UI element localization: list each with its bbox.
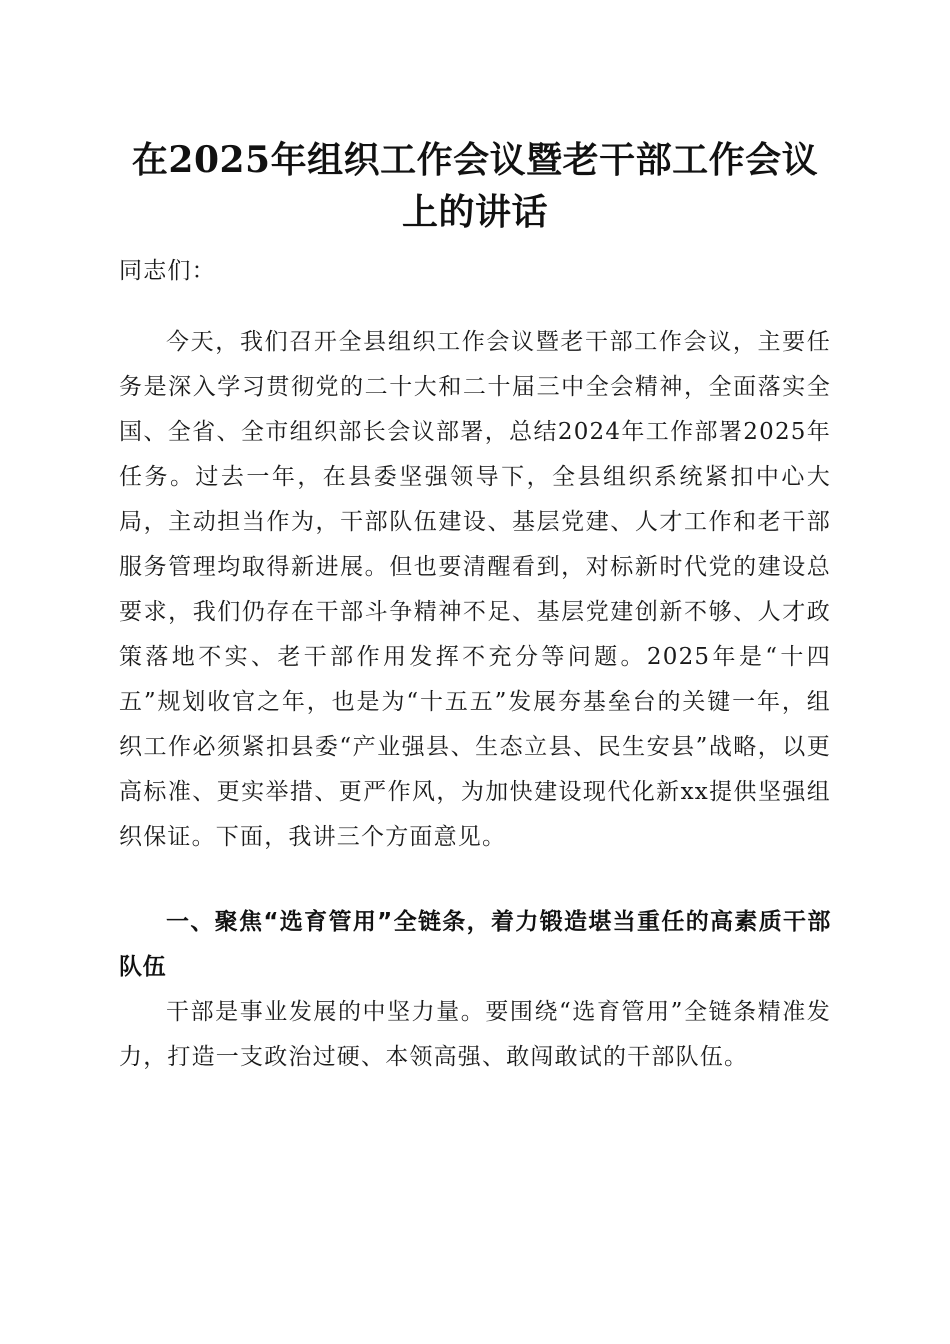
salutation: 同志们： xyxy=(119,258,216,284)
intro-paragraph: 今天，我们召开全县组织工作会议暨老干部工作会议，主要任务是深入学习贯彻党的二十大和二十届三中全会精神，全面落实全国、全省、全市组织部长会议部署，总结2024年工作部署2025年任务。过去一年，在县委坚强领导下，全县组织系统紧扣中心大局，主动担当作为，干部队伍建设、基层党建、人才工作和老干部服务管理均取得新进展。但也要清醒看到，对标新时代党的建设总要求，我们仍存在干部斗争精神不足、基层党建创新不够、人才政策落地不实、老干部作用发挥不充分等问题。2025年是“十四五”规划收官之年，也是为“十五五”发展夯基垒台的关键一年，组织工作必须紧扣县委“产业强县、生态立县、民生安县”战略，以更高标准、更实举措、更严作风，为加快建设现代化新xx提供坚强组织保证。下面，我讲三个方面意见。 xyxy=(119,329,831,850)
document-title: 在2025年组织工作会议暨老干部工作会议上的讲话 xyxy=(131,139,819,233)
section-heading-1: 一、聚焦“选育管用”全链条，着力锻造堪当重任的高素质干部队伍 xyxy=(119,909,831,980)
section-1-paragraph: 干部是事业发展的中坚力量。要围绕“选育管用”全链条精准发力，打造一支政治过硬、本领高强、敢闯敢试的干部队伍。 xyxy=(119,999,831,1070)
